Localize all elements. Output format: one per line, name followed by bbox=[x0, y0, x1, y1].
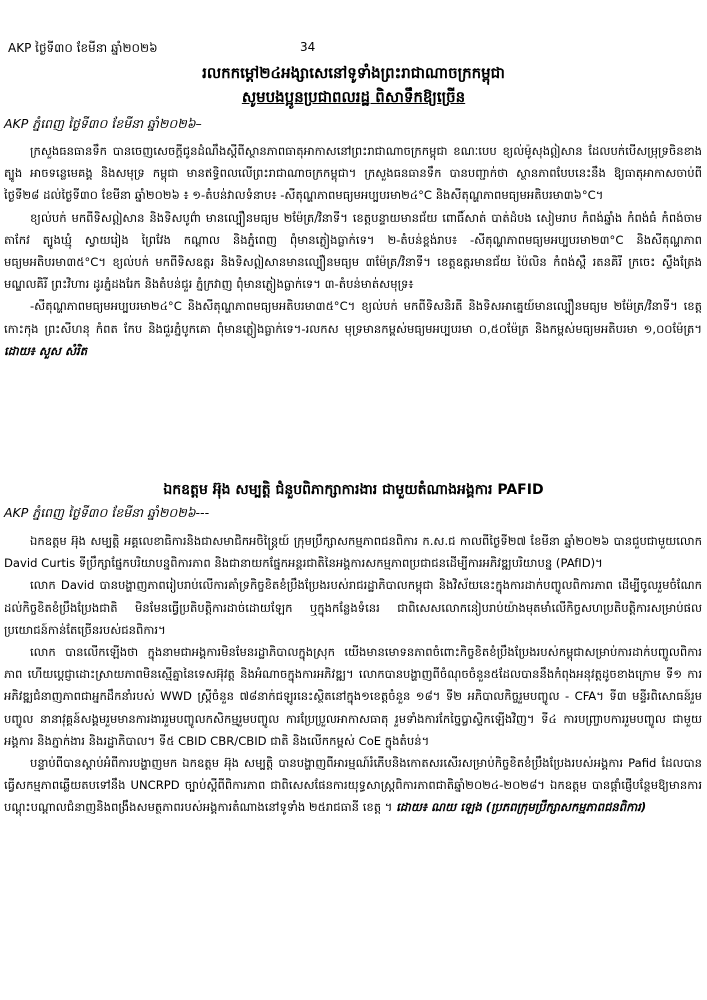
article2-paragraph: ឯកឧត្ដម អ៊ុង សម្បត្តិ អគ្គលេខាធិការនិងជាសមាជិកអចិន្ត្រៃយ៍ ក្រុមប្រឹក្សាសកម្មភាពជនពិការ ក.ស.ជ កាលពីថ្ងៃទី២៧ ខែមីនា ឆ្នាំ២០២៦ បានជួបជាមួយលោក David Curtis ទីប្រឹក្សាផ្នែកបរិយាបន្នពិការភាព និងជានាយកផ្នែកអន្តរជាតិនៃអង្គការសកម្មភាពប្រជាជនដើម្បីការអភិវឌ្ឍបរិយាបន្ន (PAfID)។ bbox=[4, 534, 702, 571]
article2-body bbox=[4, 530, 702, 985]
header-source-date: AKP ថ្ងៃទី៣០ ខែមីនា ឆ្នាំ២០២៦ bbox=[8, 41, 158, 55]
article1-headline-line1: រលកកម្ដៅ២៤អង្សាសេនៅទូទាំងព្រះរាជាណាចក្រកម្ពុជា bbox=[202, 64, 505, 82]
article1-paragraph-text: -សីតុណ្ហភាពមធ្យមអប្បបរមា២៤°C និងសីតុណ្ហភាពមធ្យមអតិបរមា៣៥°C។ ខ្យល់បក់ មកពីទិសនិរតី និងទិសអាគ្នេយ៍មានល្បឿនមធ្យម ២ម៉ែត្រ/វិនាទី។ ខេត្តកោះកុង ព្រះសីហនុ កំពត កែប និងជួរភ្នំបូកគោ ពុំមានភ្លៀងធ្លាក់ទេ។-រលកស មុទ្រមានកម្ពស់មធ្យមអប្បបរមា ០,៥០ម៉ែត្រ និងកម្ពស់មធ្យមអតិបរមា ១,០០ម៉ែត្រ។ bbox=[4, 299, 702, 336]
article2-byline: ដោយ៖ ណយ ឡេង (ប្រភពក្រុមប្រឹក្សាសកម្មភាពជនពិការ) bbox=[396, 800, 647, 815]
article1-dateline: AKP ភ្នំពេញ ថ្ងៃទី៣០ ខែមីនា ឆ្នាំ២០២៦– bbox=[4, 116, 202, 131]
article1-paragraph bbox=[4, 295, 702, 362]
article1-paragraph: ក្រសួងធនធានទឹក បានចេញសេចក្ដីជូនដំណឹងស្ដីពីស្ថានភាពធាតុអាកាសនៅព្រះរាជាណាចក្រកម្ពុជា ខណៈបេប ខ្យល់ម៉ូសុងឦសាន ដែលបក់បើសម្រុទ្រចិនខាងត្បូង អាចទន្លេមេគង្គ និងសមុទ្រ កម្ពុជា មានឥទ្ធិពលលើព្រះរាជាណាចក្រកម្ពុជា។ ក្រសួងធនធានទឹក បានបញ្ជាក់ថា ស្ថានភាពបែបនេះនឹង ឱ្យធាតុអាកាសចាប់ពីថ្ងៃទី២៨ ដល់ថ្ងៃទី៣០ ខែមីនា ឆ្នាំ២០២៦ ៖ ១-តំបន់វាលទំនាប៖ -សីតុណ្ហភាពមធ្យមអប្បបរមា២៤°C និងសីតុណ្ហភាពមធ្យមអតិបរមា៣៦°C។ bbox=[4, 144, 702, 203]
article2-headline: ឯកឧត្ដម អ៊ុង សម្បត្តិ ជំនួបពិភាក្សាការងារ ជាមួយតំណាងអង្គការ PAFID bbox=[163, 482, 544, 498]
article1-body bbox=[4, 140, 702, 492]
article1-byline: ដោយ៖ សួស សំរិត bbox=[4, 343, 88, 358]
article2-paragraph bbox=[4, 752, 702, 819]
article2-paragraph-text: បន្ទាប់ពីបានស្ដាប់អំពីការបង្ហាញមក ឯកឧត្ដម អ៊ុង សម្បត្តិ បានបង្ហាញពីអារម្មណ៍រំភើបនិងកោតសរសើរសម្រាប់កិច្ចខិតខំប្រឹងប្រែងរបស់អង្គការ Pafid ដែលបានធ្វើសកម្មភាពឆ្លើយតបទៅនឹង UNCRPD ច្បាប់ស្ដីពីពិការភាព ជាពិសេសផែនការយុទ្ធសាស្ត្រពិការភាពជាតិឆ្នាំ២០២៤-២០២៨។ ឯកឧត្ដម បានផ្ដាំផ្ញើបន្ថែមឱ្យមានការបណ្ដុះបណ្ដាលជំនាញនិងពង្រឹងសមត្ថភាពរបស់អង្គការតំណាងនៅទូទាំង ២៥រាជធានី ខេត្ត ។ bbox=[4, 756, 702, 815]
article2-paragraph: លោក David បានបង្ហាញភាពរៀបរាប់លើការគាំទ្រកិច្ចខិតខំប្រឹងប្រែងរបស់រាជរដ្ឋាភិបាលកម្ពុជា និងវិស័យនេះក្នុងការដាក់បញ្ចូលពិការភាព ដើម្បីចូលរួមចំណែកដល់កិច្ចខិតខំប្រឹងប្រែងជាតិ មិនមែនធ្វើប្រតិបត្តិការដាច់ដោយឡែក ឬក្នុងកន្លែងទំនេរ ជាពិសេសលោកនៀបរាប់យ៉ាងមុតមាំលើកិច្ចសហប្រតិបត្តិការសម្រាប់ផលប្រយោជន៍កាន់តែច្រើនរបស់ជនពិការ។ bbox=[4, 578, 702, 637]
article2-dateline: AKP ភ្នំពេញ ថ្ងៃទី៣០ ខែមីនា ឆ្នាំ២០២៦--- bbox=[4, 505, 210, 520]
article2-paragraph: លោក បានលើកឡើងថា ក្នុងនាមជាអង្គការមិនមែនរដ្ឋាភិបាលក្នុងស្រុក យើងមានមោទនភាពចំពោះកិច្ចខិតខំប្រឹងប្រែងរបស់កម្ពុជាសម្រាប់ការដាក់បញ្ចូលពិការភាព ហើយប្ដេជ្ញាដោះស្រាយភាពមិនស្មើគ្នានៃទេសអ៊ុវត្ត និងអំណាចក្នុងការអភិវឌ្ឍ។ លោកបានបង្ហាញពីចំណុចចំនួន៥ដែលបាននឹងកំពុងអនុវត្តដូចខាងក្រោម ទី១ ការអភិវឌ្ឍជំនាញភាពជាអ្នកដឹកនាំរបស់ WWD ស្ត្រីចំនួន ៧៨នាក់ជឡូរនេះស្ថិតនៅក្នុង១ខេត្តចំនួន ១៨។ ទី២ អភិបាលកិច្ចរួមបញ្ចូល - CFA។ ទី៣ មន្ទីរពិសោធន៍រួមបញ្ចូល នានាវុគ្គន៍សង្គមរួមមានការងាររួមបញ្ចូលកសិកម្មរួមបញ្ចូល ការប្រែប្រួលអាកាសធាតុ រួមទាំងការកែច្នៃប្លាស្ទិកឡើងវិញ។ ទី៤ ការបញ្ច្រាបការរួមបញ្ចូល ជាមួយអង្គការ និងភ្នាក់ងារ និងរដ្ឋាភិបាល។ ទី៥ CBID CBR/CBID ជាតិ និងលើកកម្ពស់ CoE ក្នុងតំបន់។ bbox=[4, 645, 702, 748]
page-number: 34 bbox=[300, 40, 316, 54]
article1-headline-line2: សូមបងប្អូនប្រជាពលរដ្ឋ ពិសាទឹកឱ្យច្រើន bbox=[241, 88, 466, 106]
article1-paragraph: ខ្យល់បក់ មកពីទិសឦសាន និងទិសបូព៌ា មានល្បឿនមធ្យម ២ម៉ែត្រ/វិនាទី។ ខេត្តបន្ទាយមានជ័យ ពោធិ៍សាត់ បាត់ដំបង សៀមរាប កំពង់ឆ្នាំង កំពង់ធំ កំពង់ចាម តាកែវ ត្បូងឃ្មុំ ស្វាយរៀង ព្រៃវែង កណ្ដាល និងភ្នំពេញ ពុំមានភ្លៀងធ្លាក់ទេ។ ២-តំបន់ខ្ពង់រាប៖ -សីតុណ្ហភាពមធ្យមអប្បបរមា២៣°C និងសីតុណ្ហភាពមធ្យមអតិបរមា៣៥°C។ ខ្យល់បក់ មកពីទិសឧត្តរ និងទិសឦសានមានល្បឿនមធ្យម ៣ម៉ែត្រ/វិនាទី។ ខេត្តឧត្តរមានជ័យ ប៉ៃលិន កំពង់ស្ពឺ រតនគិរី ក្រចេះ ស្ទឹងត្រែង មណ្ឌលគិរី ព្រះវិហារ ដូរភ្នំដងរែក និងតំបន់ជួរ ភ្នំក្រវាញ ពុំមានភ្លៀងធ្លាក់ទេ។ ៣-តំបន់មាត់សមុទ្រ៖ bbox=[4, 210, 702, 292]
